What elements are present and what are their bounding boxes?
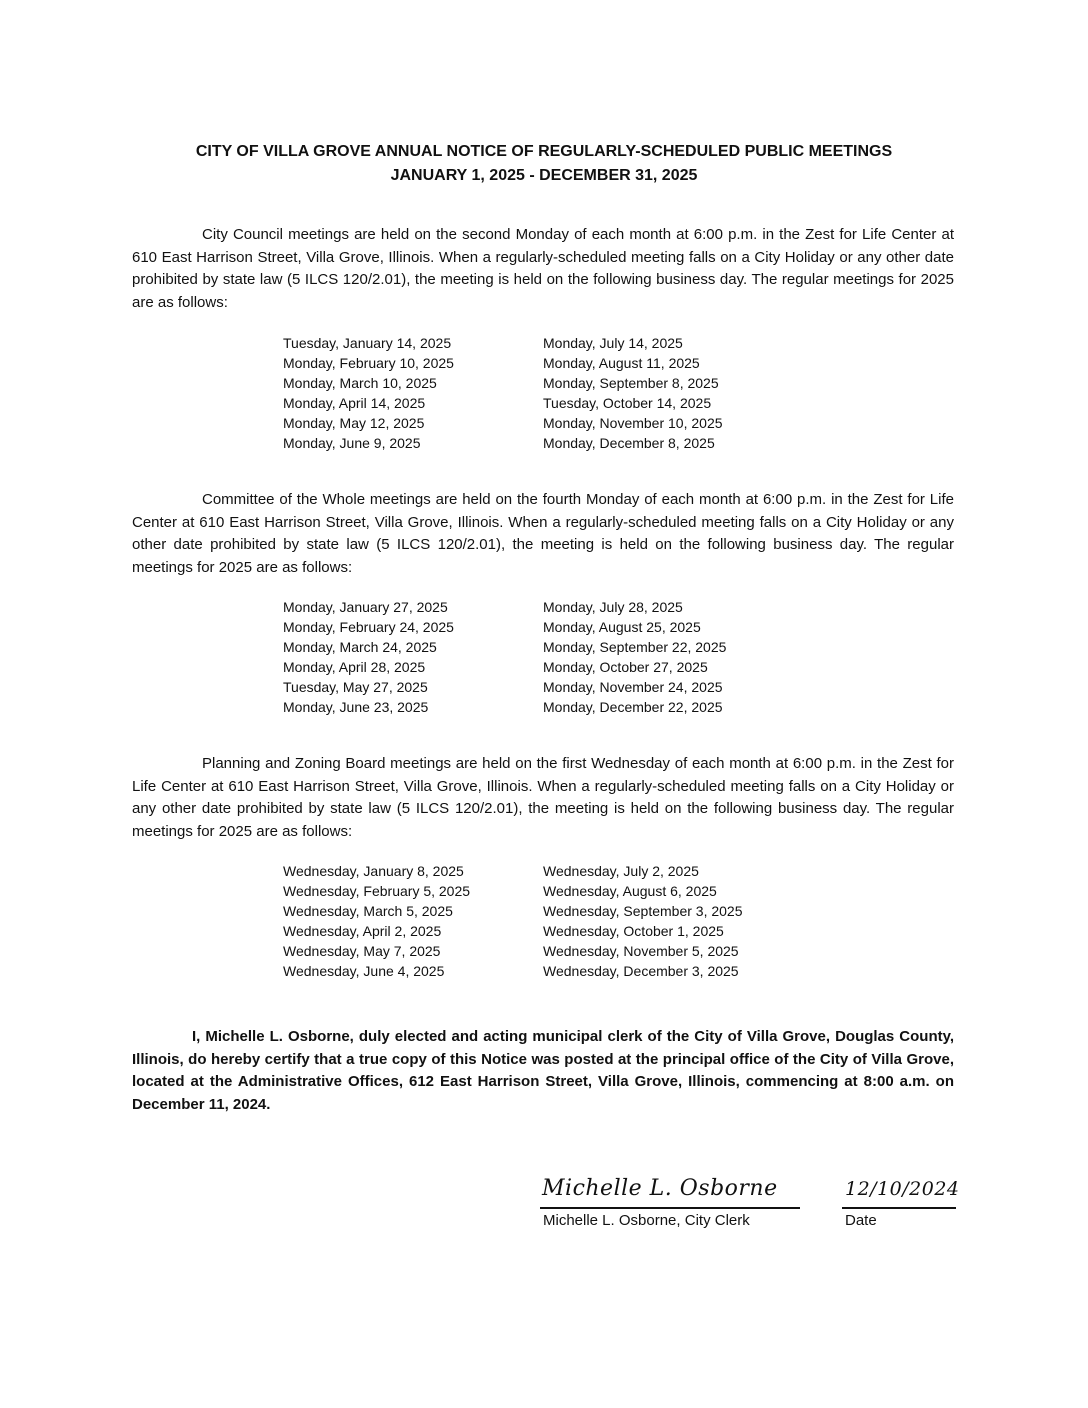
meeting-date: Monday, July 28, 2025 (543, 599, 683, 615)
meeting-date: Wednesday, June 4, 2025 (283, 963, 445, 980)
meeting-date: Monday, July 14, 2025 (543, 335, 683, 351)
meeting-date: Wednesday, May 7, 2025 (283, 943, 441, 960)
meeting-date: Wednesday, January 8, 2025 (283, 863, 464, 879)
meeting-date: Monday, August 11, 2025 (543, 355, 700, 372)
meeting-date: Monday, June 9, 2025 (283, 435, 421, 452)
council-intro: City Council meetings are held on the second Monday of each month at 6:00 p.m. in the Zest for Life Center at 610 East Harrison Street, Villa Grove, Illinois. When a regularly-scheduled meeting falls on a City Holiday or any other date prohibited by state law (5 ILCS 120/2.01), the meeting is held on the following business day. The regular meetings for 2025 are as follows: (132, 226, 954, 311)
meeting-date: Monday, December 8, 2025 (543, 435, 715, 452)
planning-dates-left (283, 861, 543, 982)
meeting-date: Wednesday, October 1, 2025 (543, 923, 724, 940)
meeting-date: Wednesday, April 2, 2025 (283, 923, 442, 940)
date-label: Date (845, 1212, 877, 1229)
meeting-date: Monday, May 12, 2025 (283, 415, 425, 432)
council-dates-left (283, 333, 543, 454)
handwritten-date: 12/10/2024 (845, 1178, 960, 1200)
meeting-date: Monday, September 22, 2025 (543, 639, 727, 656)
meeting-date: Monday, October 27, 2025 (543, 659, 708, 676)
meeting-date: Monday, August 25, 2025 (543, 619, 701, 636)
clerk-signature: Michelle L. Osborne (542, 1176, 778, 1201)
meeting-date: Wednesday, December 3, 2025 (543, 963, 739, 980)
meeting-date: Monday, April 14, 2025 (283, 395, 426, 412)
meeting-date: Wednesday, July 2, 2025 (543, 863, 699, 879)
council-dates-right (543, 333, 803, 454)
meeting-date: Wednesday, August 6, 2025 (543, 883, 717, 900)
meeting-date: Monday, June 23, 2025 (283, 699, 429, 716)
meeting-date: Wednesday, September 3, 2025 (543, 903, 743, 920)
date-line (842, 1207, 956, 1209)
planning-intro: Planning and Zoning Board meetings are held on the first Wednesday of each month at 6:00 p.m. in the Zest for Life Center at 610 East Harrison Street, Villa Grove, Illinois. When a regularly-scheduled meeting falls on a City Holiday or any other date prohibited by state law (5 ILCS 120/2.01), the meeting is held on the following business day. The regular meetings for 2025 are as follows: (132, 755, 954, 840)
committee-intro: Committee of the Whole meetings are held on the fourth Monday of each month at 6:00 p.m. in the Zest for Life Center at 610 East Harrison Street, Villa Grove, Illinois. When a regularly-scheduled meeting falls on a City Holiday or any other date prohibited by state law (5 ILCS 120/2.01), the meeting is held on the following business day. The regular meetings for 2025 are as follows: (132, 491, 954, 576)
meeting-date: Tuesday, January 14, 2025 (283, 335, 452, 351)
meeting-date: Monday, February 10, 2025 (283, 355, 454, 372)
meeting-date: Monday, November 10, 2025 (543, 415, 723, 432)
meeting-date: Monday, December 22, 2025 (543, 699, 723, 716)
committee-dates-right (543, 597, 803, 718)
meeting-date: Monday, November 24, 2025 (543, 679, 723, 696)
certification-statement: I, Michelle L. Osborne, duly elected and acting municipal clerk of the City of Villa Grove, Douglas County, Illinois, do hereby certify that a true copy of this Notice was posted at the principal office of the City of Villa Grove, located at the Administrative Offices, 612 East Harrison Street, Villa Grove, Illinois, commencing at 8:00 a.m. on December 11, 2024. (132, 1028, 954, 1113)
meeting-date: Tuesday, October 14, 2025 (543, 395, 712, 412)
meeting-date: Monday, September 8, 2025 (543, 375, 719, 392)
meeting-date: Monday, January 27, 2025 (283, 599, 448, 615)
title-line-2: JANUARY 1, 2025 - DECEMBER 31, 2025 (390, 167, 698, 184)
meeting-date: Wednesday, November 5, 2025 (543, 943, 739, 960)
title-line-1: CITY OF VILLA GROVE ANNUAL NOTICE OF REGULARLY-SCHEDULED PUBLIC MEETINGS (195, 143, 893, 160)
meeting-date: Wednesday, March 5, 2025 (283, 903, 453, 920)
document-title (0, 140, 1088, 188)
meeting-date: Monday, April 28, 2025 (283, 659, 426, 676)
planning-dates-right (543, 861, 803, 982)
signature-line (540, 1207, 800, 1209)
meeting-date: Tuesday, May 27, 2025 (283, 679, 428, 696)
committee-dates-left (283, 597, 543, 718)
signature-name-label: Michelle L. Osborne, City Clerk (543, 1212, 750, 1229)
meeting-date: Wednesday, February 5, 2025 (283, 883, 471, 900)
meeting-date: Monday, February 24, 2025 (283, 619, 454, 636)
meeting-date: Monday, March 24, 2025 (283, 639, 437, 656)
meeting-date: Monday, March 10, 2025 (283, 375, 437, 392)
